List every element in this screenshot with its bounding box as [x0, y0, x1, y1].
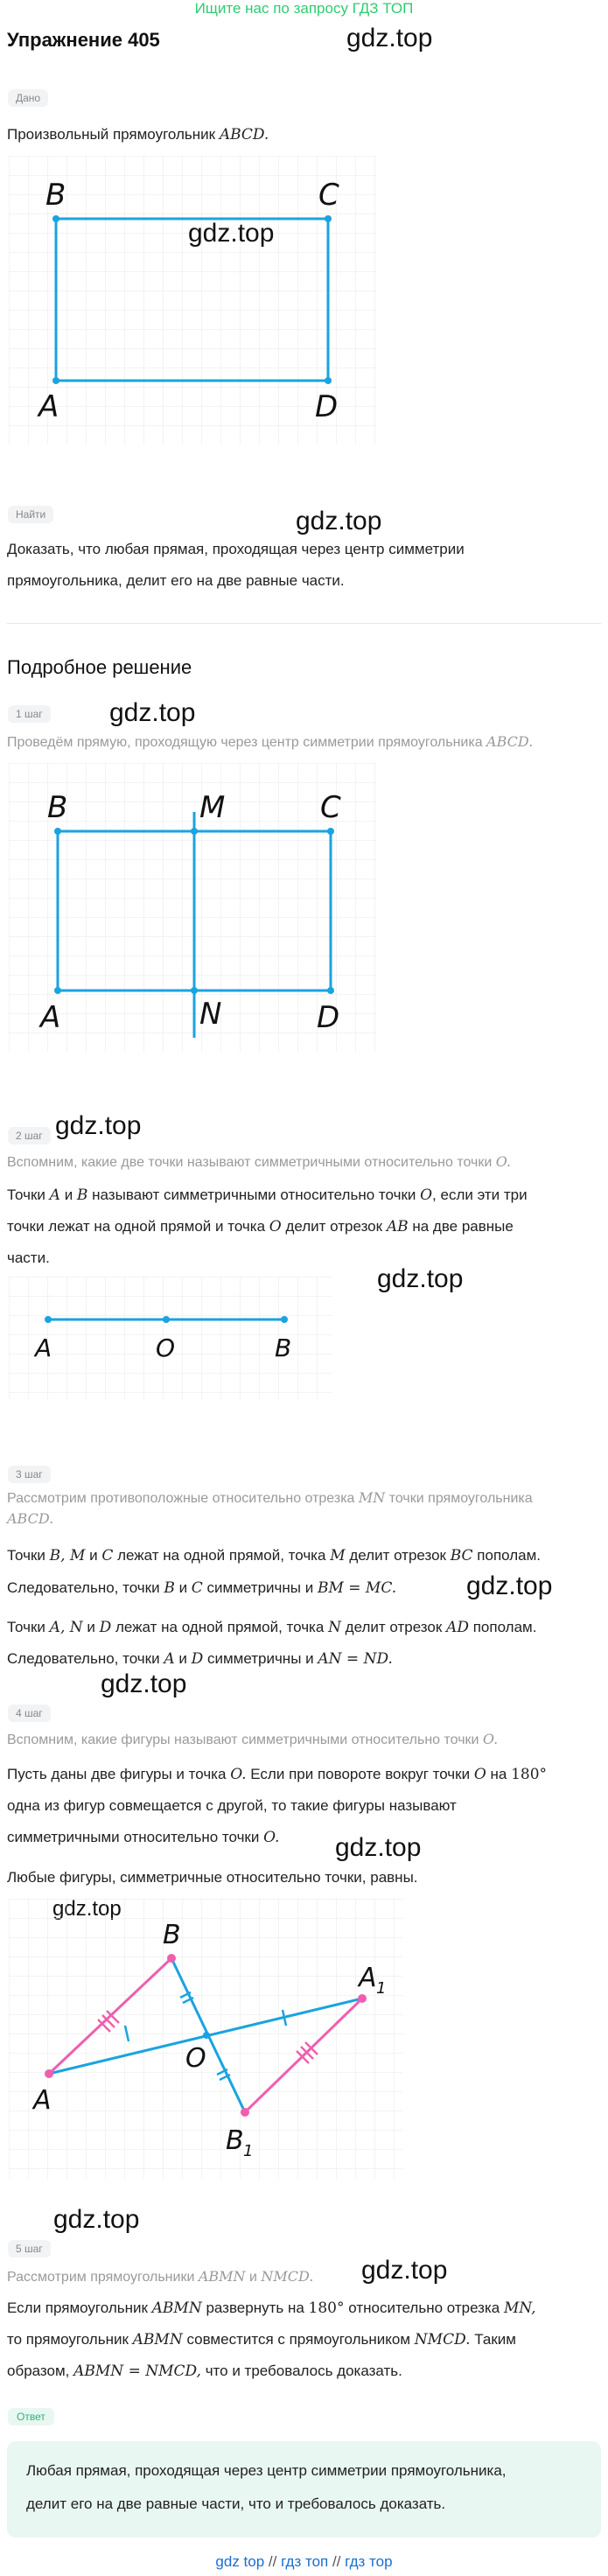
page-title: Упражнение 405	[7, 29, 160, 51]
footer-link-gdz-top-ru[interactable]: гдз топ	[281, 2553, 329, 2570]
label-d: D	[317, 1000, 340, 1035]
figure-segment-aob	[0, 1273, 341, 1404]
footer-separator: //	[268, 2553, 277, 2570]
vertex-dot	[325, 215, 332, 222]
label-d: D	[315, 389, 339, 424]
label-a1-sub: 1	[376, 1979, 387, 1998]
point-b1	[241, 2108, 249, 2117]
step-3-b-line-1: Точки A, N и D лежат на одной прямой, точка N делит отрезок AD пополам.	[7, 1619, 537, 1636]
watermark: gdz.top	[55, 1111, 142, 1140]
watermark: gdz.top	[346, 24, 433, 52]
watermark: gdz.top	[377, 1264, 464, 1293]
step-2-tag: 2 шаг	[8, 1127, 51, 1144]
footer-separator: //	[332, 2553, 341, 2570]
watermark: gdz.top	[109, 698, 196, 727]
given-text: Произвольный прямоугольник ABCD.	[7, 126, 269, 144]
step-5-line-1: Если прямоугольник ABMN развернуть на 180° относительно отрезка MN,	[7, 2300, 536, 2317]
watermark: gdz.top	[188, 219, 275, 248]
divider	[7, 623, 601, 624]
step-3-intro-1: Рассмотрим противоположные относительно отрезка MN точки прямоугольника	[7, 1489, 533, 1506]
step-5-line-2: то прямоугольник ABMN совместится с прямоугольником NMCD. Таким	[7, 2331, 516, 2348]
given-tag: Дано	[8, 89, 48, 107]
step-5-tag: 5 шаг	[8, 2240, 51, 2258]
point-m	[191, 828, 198, 835]
top-ad[interactable]: Ищите нас по запросу ГДЗ ТОП	[194, 0, 414, 17]
find-line-2: прямоугольника, делит его на две равные части.	[7, 572, 345, 589]
vertex-dot	[327, 828, 334, 835]
vertex-dot	[54, 987, 61, 994]
label-o: O	[185, 2043, 206, 2074]
label-a: A	[38, 389, 59, 424]
answer-box	[7, 2441, 601, 2538]
point-b	[281, 1316, 288, 1323]
label-b: B	[163, 1920, 181, 1950]
figure-rectangle-mn	[0, 760, 385, 1057]
label-a: A	[40, 1000, 61, 1035]
point-a1	[358, 1994, 367, 2003]
point-b	[167, 1954, 176, 1963]
step-5-intro: Рассмотрим прямоугольники ABMN и NMCD.	[7, 2268, 314, 2285]
label-c: C	[320, 790, 341, 825]
footer-links	[0, 2553, 608, 2571]
point-o	[163, 1316, 170, 1323]
watermark: gdz.top	[53, 2205, 140, 2234]
point-n	[191, 987, 198, 994]
step-2-line-2: точки лежат на одной прямой и точка O делит отрезок AB на две равные	[7, 1218, 514, 1236]
watermark: gdz.top	[466, 1572, 553, 1600]
label-m: M	[199, 790, 226, 825]
step-4-line-1: Пусть даны две фигуры и точка O. Если при повороте вокруг точки O на 180°	[7, 1766, 548, 1783]
label-b1-sub: 1	[243, 2142, 254, 2160]
step-3-tag: 3 шаг	[8, 1466, 51, 1483]
step-2-line-3: части.	[7, 1250, 50, 1266]
step-4-line-2: одна из фигур совмещается с другой, то такие фигуры называют	[7, 1797, 457, 1814]
watermark: gdz.top	[101, 1670, 187, 1698]
vertex-dot	[325, 377, 332, 384]
point-a	[45, 2069, 53, 2078]
point-o	[203, 2032, 210, 2039]
find-tag: Найти	[8, 506, 53, 523]
step-4-line-4: Любые фигуры, симметричные относительно точки, равны.	[7, 1869, 418, 1886]
label-n: N	[199, 997, 222, 1032]
footer-link-gdz-top-mixed[interactable]: гдз тор	[345, 2553, 393, 2570]
figure-rectangle-abcd	[0, 149, 385, 455]
step-1-tag: 1 шаг	[8, 705, 51, 723]
step-3-a-line-1: Точки B, M и C лежат на одной прямой, точка M делит отрезок BC пополам.	[7, 1547, 542, 1564]
step-3-intro-2: ABCD.	[7, 1510, 54, 1527]
step-4-line-3: симметричными относительно точки O.	[7, 1829, 280, 1846]
step-3-a-line-2: Следовательно, точки B и C симметричны и BM = MC.	[7, 1579, 397, 1597]
point-a	[45, 1316, 52, 1323]
watermark: gdz.top	[296, 507, 382, 536]
vertex-dot	[52, 215, 59, 222]
watermark: gdz.top	[361, 2256, 448, 2285]
vertex-dot	[327, 987, 334, 994]
grid	[9, 1899, 402, 2179]
label-b: B	[47, 790, 68, 825]
find-line-1: Доказать, что любая прямая, проходящая через центр симметрии	[7, 541, 465, 557]
watermark: gdz.top	[335, 1833, 422, 1862]
solution-heading: Подробное решение	[7, 656, 192, 678]
label-b: B	[45, 178, 66, 213]
step-4-intro: Вспомним, какие фигуры называют симметричными относительно точки O.	[7, 1731, 499, 1747]
step-5-line-3: образом, ABMN = NMCD, что и требовалось доказать.	[7, 2362, 402, 2380]
footer-link-gdz-top[interactable]: gdz top	[215, 2553, 265, 2570]
answer-line-1: Любая прямая, проходящая через центр симметрии прямоугольника,	[26, 2462, 507, 2479]
label-a: A	[35, 1334, 52, 1362]
answer-line-2: делит его на две равные части, что и требовалось доказать.	[26, 2496, 446, 2512]
label-a1: A	[359, 1963, 377, 1993]
step-3-b-line-2: Следовательно, точки A и D симметричны и AN = ND.	[7, 1650, 393, 1668]
label-o: O	[156, 1334, 176, 1362]
step-2-intro: Вспомним, какие две точки называют симметричными относительно точки O.	[7, 1153, 511, 1170]
step-2-line-1: Точки A и B называют симметричными относительно точки O, если эти три	[7, 1186, 528, 1204]
vertex-dot	[52, 377, 59, 384]
label-a: A	[33, 2085, 52, 2116]
label-c: C	[318, 178, 339, 213]
step-1-text: Проведём прямую, проходящую через центр симметрии прямоугольника ABCD.	[7, 733, 534, 750]
vertex-dot	[54, 828, 61, 835]
figure-symmetric-segments	[0, 1895, 411, 2193]
step-4-tag: 4 шаг	[8, 1704, 51, 1722]
answer-tag: Ответ	[8, 2408, 54, 2426]
label-b1: B	[226, 2125, 244, 2156]
label-b: B	[275, 1334, 292, 1362]
